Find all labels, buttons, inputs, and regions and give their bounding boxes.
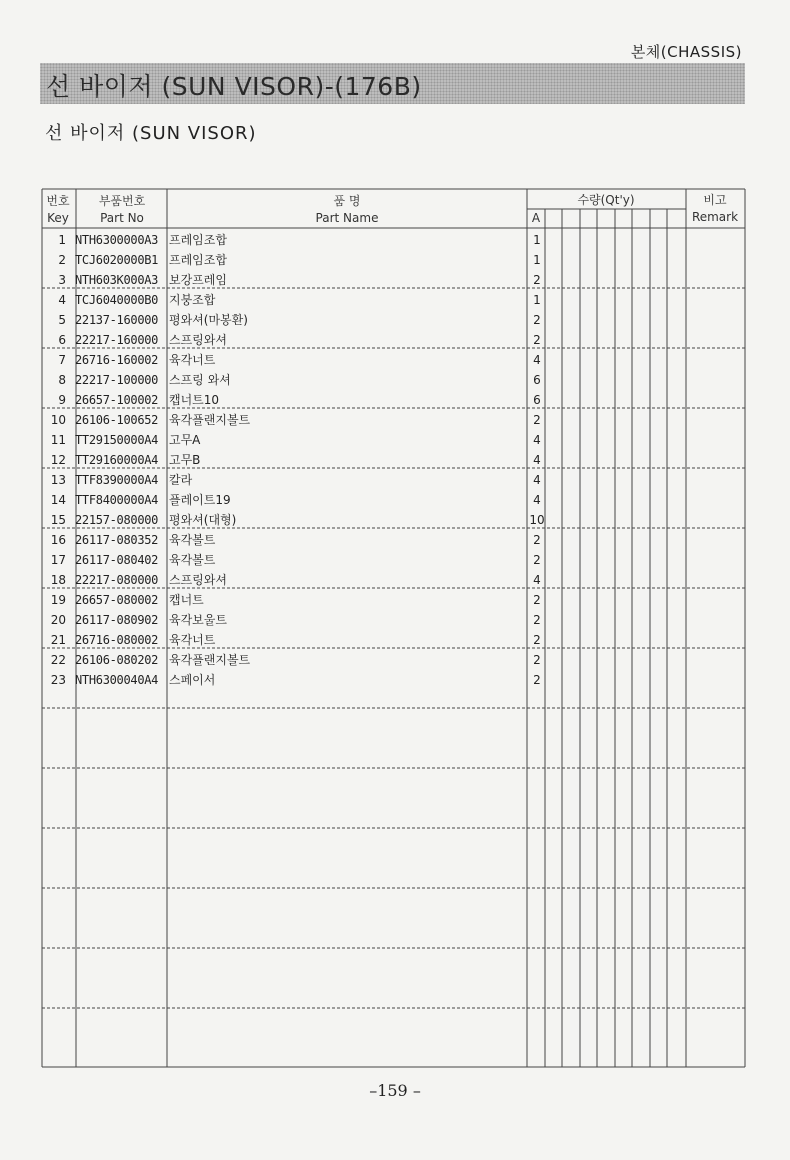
row-qty: 4 xyxy=(533,453,541,467)
row-key: 18 xyxy=(50,573,66,587)
row-part-no: 26106-100652 xyxy=(75,413,159,427)
row-part-name: 보강프레임 xyxy=(169,273,227,287)
row-part-no: TTF8390000A4 xyxy=(75,473,159,487)
row-part-no: NTH6300040A4 xyxy=(75,673,159,687)
row-key: 20 xyxy=(50,613,66,627)
row-qty: 2 xyxy=(533,633,541,647)
row-key: 6 xyxy=(58,333,66,347)
row-part-no: 26657-100002 xyxy=(75,393,159,407)
row-part-name: 칼라 xyxy=(169,473,193,487)
row-qty: 6 xyxy=(533,393,541,407)
row-part-no: TCJ6020000B1 xyxy=(75,253,159,267)
header-key-en: Key xyxy=(47,211,69,225)
row-qty: 2 xyxy=(533,653,541,667)
row-key: 16 xyxy=(50,533,66,547)
row-key: 14 xyxy=(50,493,66,507)
header-partname-ko: 품 명 xyxy=(333,194,361,208)
row-part-name: 육각볼트 xyxy=(169,553,216,567)
row-part-no: 22217-100000 xyxy=(75,373,159,387)
row-part-name: 육각플랜지볼트 xyxy=(169,653,251,667)
row-part-name: 캡너트 xyxy=(169,593,204,607)
row-key: 23 xyxy=(50,673,66,687)
row-qty: 2 xyxy=(533,593,541,607)
row-qty: 2 xyxy=(533,613,541,627)
row-qty: 2 xyxy=(533,413,541,427)
row-key: 5 xyxy=(58,313,66,327)
row-qty: 2 xyxy=(533,313,541,327)
header-partno-en: Part No xyxy=(100,211,144,225)
row-part-name: 고무A xyxy=(169,433,201,447)
row-part-name: 프레임조합 xyxy=(169,233,227,247)
header-qty: 수량(Qt'y) xyxy=(577,193,635,207)
header-partno-ko: 부품번호 xyxy=(98,194,146,208)
row-part-no: 26117-080352 xyxy=(75,533,159,547)
row-part-name: 스페이서 xyxy=(169,673,216,687)
header-partname-en: Part Name xyxy=(315,211,379,225)
row-key: 4 xyxy=(58,293,66,307)
row-qty: 4 xyxy=(533,573,541,587)
row-qty: 2 xyxy=(533,273,541,287)
row-part-no: NTH603K000A3 xyxy=(75,273,159,287)
row-part-no: 26716-160002 xyxy=(75,353,159,367)
row-part-no: TT29150000A4 xyxy=(75,433,159,447)
row-part-no: TT29160000A4 xyxy=(75,453,159,467)
row-key: 21 xyxy=(50,633,66,647)
row-part-name: 스프링 와셔 xyxy=(169,373,231,387)
row-qty: 2 xyxy=(533,553,541,567)
page-title: 선 바이저 (SUN VISOR)-(176B) xyxy=(46,72,422,101)
row-qty: 4 xyxy=(533,493,541,507)
row-part-name: 육각플랜지볼트 xyxy=(169,413,251,427)
header-remark-ko: 비고 xyxy=(703,193,727,207)
row-key: 7 xyxy=(58,353,66,367)
row-part-no: 22157-080000 xyxy=(75,513,159,527)
row-key: 8 xyxy=(58,373,66,387)
row-part-name: 평와셔(마봉환) xyxy=(169,313,248,327)
row-key: 12 xyxy=(50,453,66,467)
section-label: 본체(CHASSIS) xyxy=(630,43,742,61)
row-part-no: NTH6300000A3 xyxy=(75,233,159,247)
row-part-name: 지붕조합 xyxy=(169,293,216,307)
title-bar xyxy=(40,63,745,104)
row-part-no: 22217-080000 xyxy=(75,573,159,587)
row-key: 10 xyxy=(50,413,66,427)
row-qty: 10 xyxy=(529,513,545,527)
row-part-name: 육각너트 xyxy=(169,353,216,367)
row-part-name: 육각볼트 xyxy=(169,533,216,547)
row-key: 3 xyxy=(58,273,66,287)
row-key: 1 xyxy=(58,233,66,247)
row-part-no: TCJ6040000B0 xyxy=(75,293,159,307)
row-part-no: 26106-080202 xyxy=(75,653,159,667)
row-qty: 4 xyxy=(533,433,541,447)
row-part-no: TTF8400000A4 xyxy=(75,493,159,507)
page-number: –159 – xyxy=(369,1081,421,1100)
row-part-name: 스프링와셔 xyxy=(169,333,227,347)
header-remark-en: Remark xyxy=(691,210,739,224)
row-key: 17 xyxy=(50,553,66,567)
row-qty: 1 xyxy=(533,233,541,247)
row-part-no: 26117-080902 xyxy=(75,613,159,627)
row-key: 22 xyxy=(50,653,66,667)
row-part-name: 육각보울트 xyxy=(169,613,227,627)
row-part-name: 프레임조합 xyxy=(169,253,227,267)
row-part-no: 26657-080002 xyxy=(75,593,159,607)
row-part-name: 육각너트 xyxy=(169,633,216,647)
subtitle: 선 바이저 (SUN VISOR) xyxy=(45,123,257,144)
row-key: 19 xyxy=(50,593,66,607)
header-qty-a: A xyxy=(531,211,541,225)
row-qty: 4 xyxy=(533,473,541,487)
row-part-no: 26117-080402 xyxy=(75,553,159,567)
row-part-name: 평와셔(대형) xyxy=(169,513,237,527)
row-key: 9 xyxy=(58,393,66,407)
header-key-ko: 번호 xyxy=(46,194,70,208)
row-qty: 2 xyxy=(533,333,541,347)
row-qty: 1 xyxy=(533,293,541,307)
row-key: 13 xyxy=(50,473,66,487)
row-key: 2 xyxy=(58,253,66,267)
row-part-no: 22137-160000 xyxy=(75,313,159,327)
row-part-name: 고무B xyxy=(169,453,201,467)
row-key: 11 xyxy=(50,433,66,447)
row-part-name: 스프링와셔 xyxy=(169,573,227,587)
row-part-name: 플레이트19 xyxy=(169,493,231,507)
row-part-no: 22217-160000 xyxy=(75,333,159,347)
row-qty: 6 xyxy=(533,373,541,387)
row-part-name: 캡너트10 xyxy=(169,393,220,407)
row-qty: 2 xyxy=(533,533,541,547)
row-key: 15 xyxy=(50,513,66,527)
row-qty: 1 xyxy=(533,253,541,267)
row-qty: 4 xyxy=(533,353,541,367)
row-part-no: 26716-080002 xyxy=(75,633,159,647)
row-qty: 2 xyxy=(533,673,541,687)
